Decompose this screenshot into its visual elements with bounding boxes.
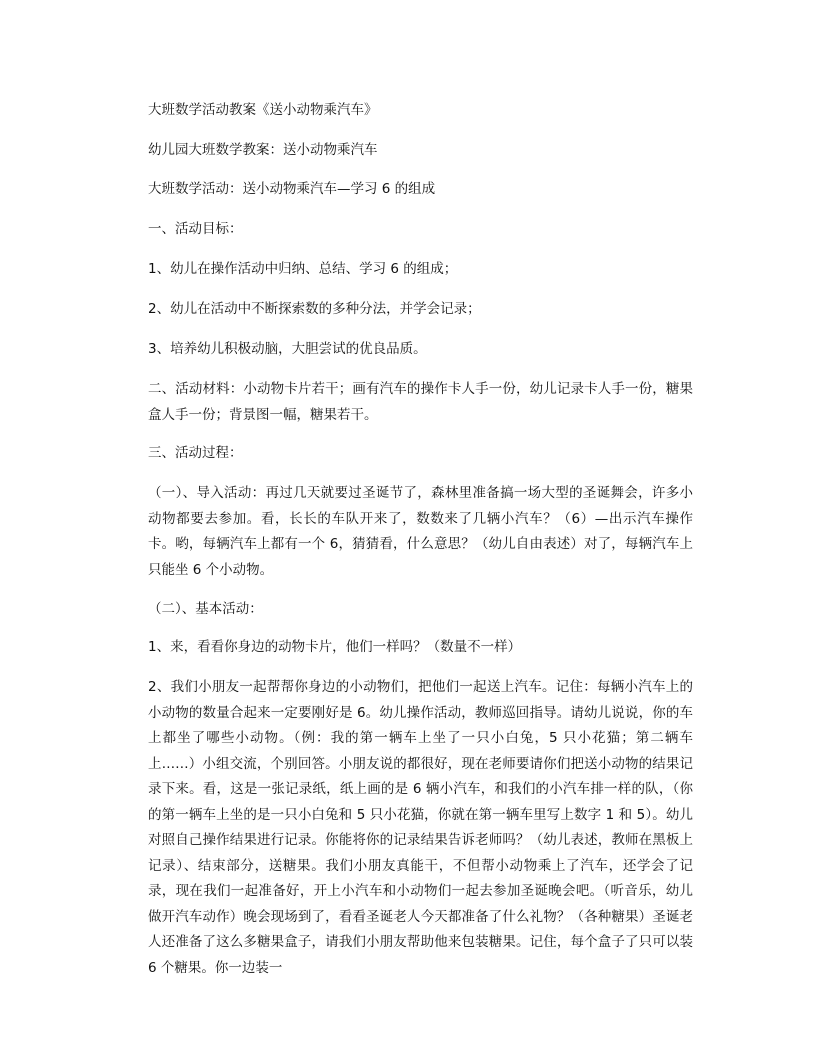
materials-paragraph: 二、活动材料：小动物卡片若干；画有汽车的操作卡人手一份，幼儿记录卡人手一份，糖果盒人手一份；背景图一幅，糖果若干。 xyxy=(148,381,693,423)
intro-activity-paragraph: （一）、导入活动：再过几天就要过圣诞节了，森林里准备搞一场大型的圣诞舞会，许多小动物都要去参加。看，长长的车队开来了，数数来了几辆小汽车？（6）—出示汽车操作卡。哟，每辆汽车上都有一个 6，猜猜看，什么意思？（幼儿自由表述）对了，每辆汽车上只能坐 6 个小动物。 xyxy=(148,485,693,578)
section-heading-basic-activity: （二）、基本活动： xyxy=(148,601,263,617)
document-title: 大班数学活动教案《送小动物乘汽车》 xyxy=(148,102,378,118)
goal-item-1: 1、幼儿在操作活动中归纳、总结、学习 6 的组成； xyxy=(148,261,458,277)
activity-name: 大班数学活动：送小动物乘汽车—学习 6 的组成 xyxy=(148,181,436,197)
section-heading-goals: 一、活动目标： xyxy=(148,221,243,237)
basic-activity-item-1: 1、来，看看你身边的动物卡片，他们一样吗？（数量不一样） xyxy=(148,639,522,655)
document-subtitle: 幼儿园大班数学教案：送小动物乘汽车 xyxy=(148,142,378,158)
goal-item-3: 3、培养幼儿积极动脑，大胆尝试的优良品质。 xyxy=(148,341,427,357)
goal-item-2: 2、幼儿在活动中不断探索数的多种分法，并学会记录； xyxy=(148,301,481,317)
section-heading-process: 三、活动过程： xyxy=(148,445,243,461)
basic-activity-item-2: 2、我们小朋友一起帮帮你身边的小动物们，把他们一起送上汽车。记住：每辆小汽车上的小动物的数量合起来一定要刚好是 6。幼儿操作活动，教师巡回指导。请幼儿说说，你的车上都坐了哪些小动物。（例：我的第一辆车上坐了一只小白兔，5 只小花猫；第二辆车上……）小组交流，个别回答。小朋友说的都很好，现在老师要请你们把送小动物的结果记录下来。看，这是一张记录纸，纸上画的是 6 辆小汽车，和我们的小汽车排一样的队，（你的第一辆车上坐的是一只小白兔和 5 只小花猫，你就在第一辆车里写上数字 1 和 5）。幼儿对照自己操作结果进行记录。你能将你的记录结果告诉老师吗？（幼儿表述，教师在黑板上记录）、结束部分，送糖果。我们小朋友真能干，不但帮小动物乘上了汽车，还学会了记录，现在我们一起准备好，开上小汽车和小动物们一起去参加圣诞晚会吧。（听音乐，幼儿做开汽车动作）晚会现场到了，看看圣诞老人今天都准备了什么礼物？（各种糖果）圣诞老人还准备了这么多糖果盒子，请我们小朋友帮助他来包装糖果。记住，每个盒子了只可以装 6 个糖果。你一边装一 xyxy=(148,679,693,976)
